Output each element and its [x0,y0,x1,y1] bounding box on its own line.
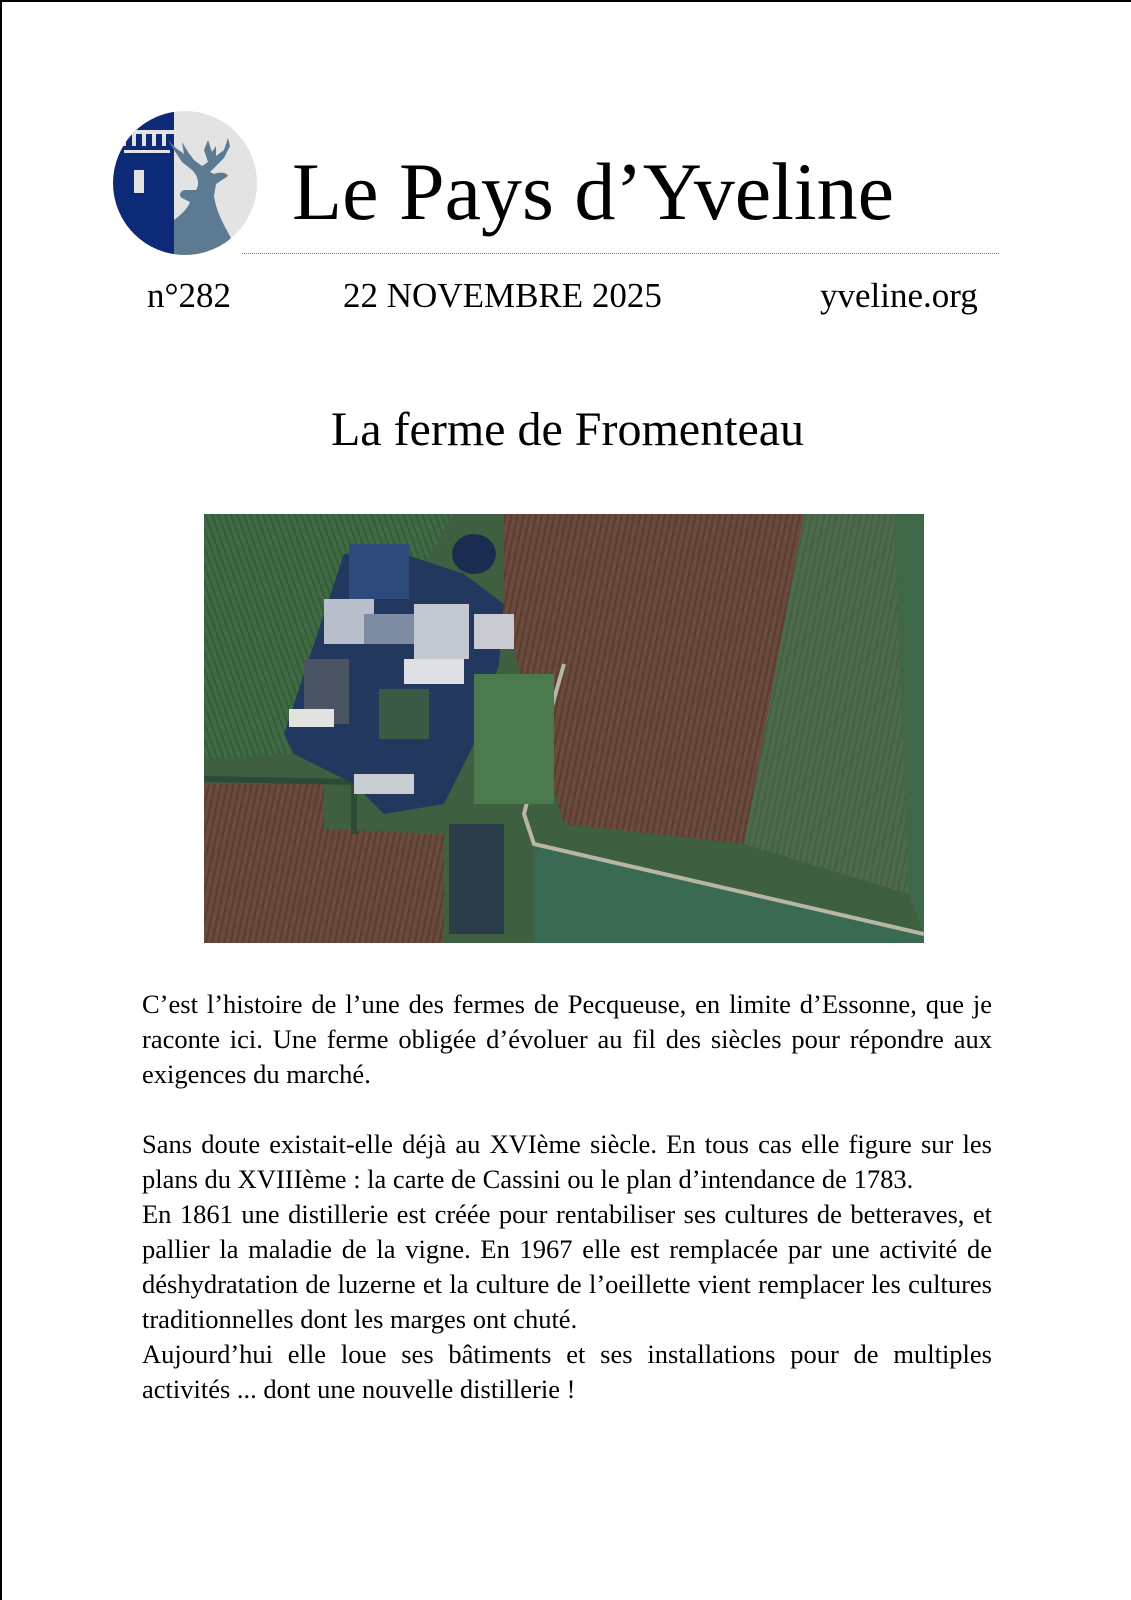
paragraph: En 1861 une distillerie est créée pour rentabiliser ses cultures de betteraves, et pallier la maladie de la vigne. En 1967 elle est remplacée par une activité de déshydratation de luzerne et la culture de l’oeillette vient remplacer les cultures traditionnelles dont les marges ont chuté. [142,1199,992,1334]
issue-date: 22 NOVEMBRE 2025 [343,276,662,315]
paragraph: C’est l’histoire de l’une des fermes de Pecqueuse, en limite d’Essonne, que je raconte ici. Une ferme obligée d’évoluer au fil des siècles pour répondre aux exigences du marché. [142,989,992,1089]
article-intro [142,987,992,1092]
article-title: La ferme de Fromenteau [330,403,805,456]
paragraph: Aujourd’hui elle loue ses bâtiments et ses installations pour de multiples activités ... dont une nouvelle distillerie ! [142,1339,992,1404]
paragraph: Sans doute existait-elle déjà au XVIème siècle. En tous cas elle figure sur les plans du XVIIIème : la carte de Cassini ou le plan d’intendance de 1783. [142,1129,992,1194]
website-link[interactable]: yveline.org [820,276,978,315]
article-body [142,1127,992,1407]
header-divider [242,253,999,254]
issue-number: n°282 [147,276,231,315]
newsletter-title: Le Pays d’Yveline [292,146,895,237]
stag-tower-logo [112,110,258,256]
aerial-farm-photo [204,514,924,943]
